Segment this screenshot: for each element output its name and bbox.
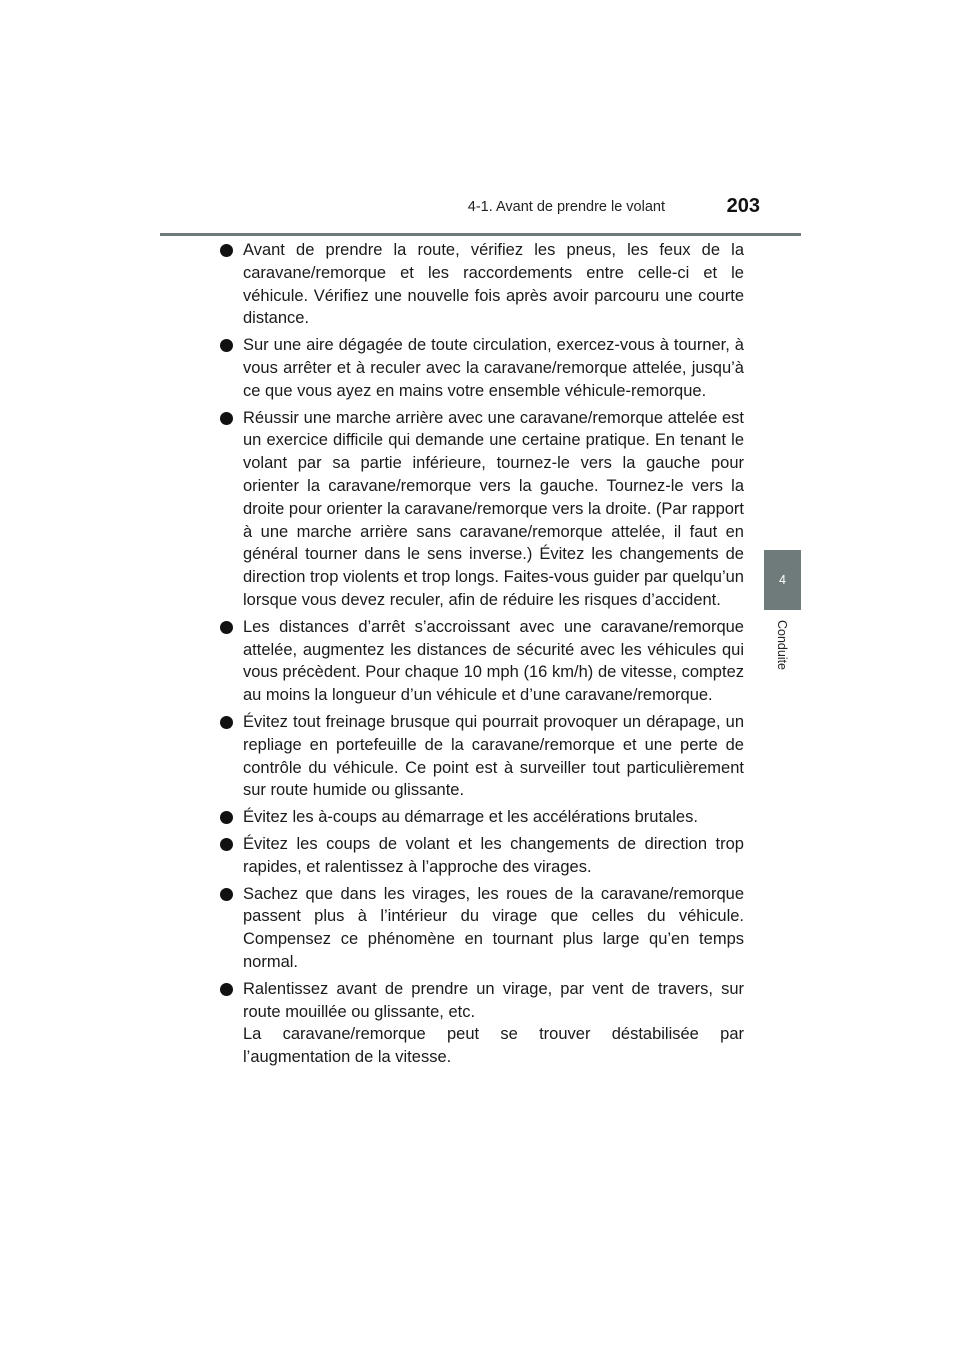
list-item [218, 407, 744, 612]
list-item [218, 711, 744, 802]
bullet-icon [220, 621, 233, 634]
item-note: La caravane/remorque peut se trouver déstabilisée par l’augmentation de la vitesse. [243, 1025, 744, 1067]
bullet-icon [220, 838, 233, 851]
section-title: 4-1. Avant de prendre le volant [467, 199, 665, 215]
bullet-icon [220, 716, 233, 729]
list-item [218, 806, 744, 829]
item-text: Les distances d’arrêt s’accroissant avec une caravane/remorque attelée, augmentez les distances de sécurité avec les véhicules qui vous précèdent. Pour chaque 10 mph (16 km/h) de vitesse, comptez au moins la longueur d’un véhicule et d’une caravane/remorque. [243, 617, 744, 705]
page-number: 203 [726, 195, 760, 217]
item-text: Sur une aire dégagée de toute circulation, exercez-vous à tourner, à vous arrêter et à reculer avec la caravane/remorque attelée, jusqu’à ce que vous ayez en mains votre ensemble véhicule-remorque. [243, 336, 744, 400]
bullet-icon [220, 811, 233, 824]
item-text: Ralentissez avant de prendre un virage, par vent de travers, sur route mouillée ou glissante, etc. [243, 979, 744, 1021]
bullet-list [218, 239, 744, 1073]
bullet-icon [220, 339, 233, 352]
list-item [218, 334, 744, 402]
list-item [218, 978, 744, 1069]
bullet-icon [220, 244, 233, 257]
bullet-icon [220, 412, 233, 425]
item-text: Sachez que dans les virages, les roues de la caravane/remorque passent plus à l’intérieur du virage que celles du véhicule. Compensez ce phénomène en tournant plus large qu’en temps normal. [243, 884, 744, 971]
item-text: Avant de prendre la route, vérifiez les pneus, les feux de la caravane/remorque et les raccordements entre celle-ci et le véhicule. Vérifiez une nouvelle fois après avoir parcouru une courte distance. [243, 241, 744, 328]
item-text: Évitez les coups de volant et les changements de direction trop rapides, et ralentissez à l’approche des virages. [243, 834, 744, 876]
list-item [218, 616, 744, 707]
item-text: Évitez tout freinage brusque qui pourrait provoquer un dérapage, un repliage en portefeuille de la caravane/remorque et une perte de contrôle du véhicule. Ce point est à surveiller tout particulièrement sur route humide ou glissante. [243, 712, 744, 800]
bullet-icon [220, 888, 233, 901]
header-divider [160, 233, 801, 236]
list-item [218, 239, 744, 330]
item-text: Réussir une marche arrière avec une caravane/remorque attelée est un exercice difficile qui demande une certaine pratique. En tenant le volant par sa partie inférieure, tournez-le vers la gauche pour orienter la caravane/remorque vers la gauche. Tournez-le vers la droite pour orienter la caravane/remorque vers la droite. (Par rapport à une marche arrière sans caravane/remorque attelée, il faut en général tourner dans le sens inverse.) Évitez les changements de direction trop violents et trop longs. Faites-vous guider par quelqu’un lorsque vous devez reculer, afin de réduire les risques d’accident. [243, 408, 744, 609]
chapter-label [764, 614, 801, 676]
list-item [218, 883, 744, 974]
chapter-number: 4 [779, 573, 786, 587]
list-item [218, 833, 744, 879]
bullet-icon [220, 983, 233, 996]
chapter-title: Conduite [775, 619, 790, 671]
item-text: Évitez les à-coups au démarrage et les accélérations brutales. [243, 808, 698, 827]
chapter-tab[interactable] [764, 550, 801, 610]
